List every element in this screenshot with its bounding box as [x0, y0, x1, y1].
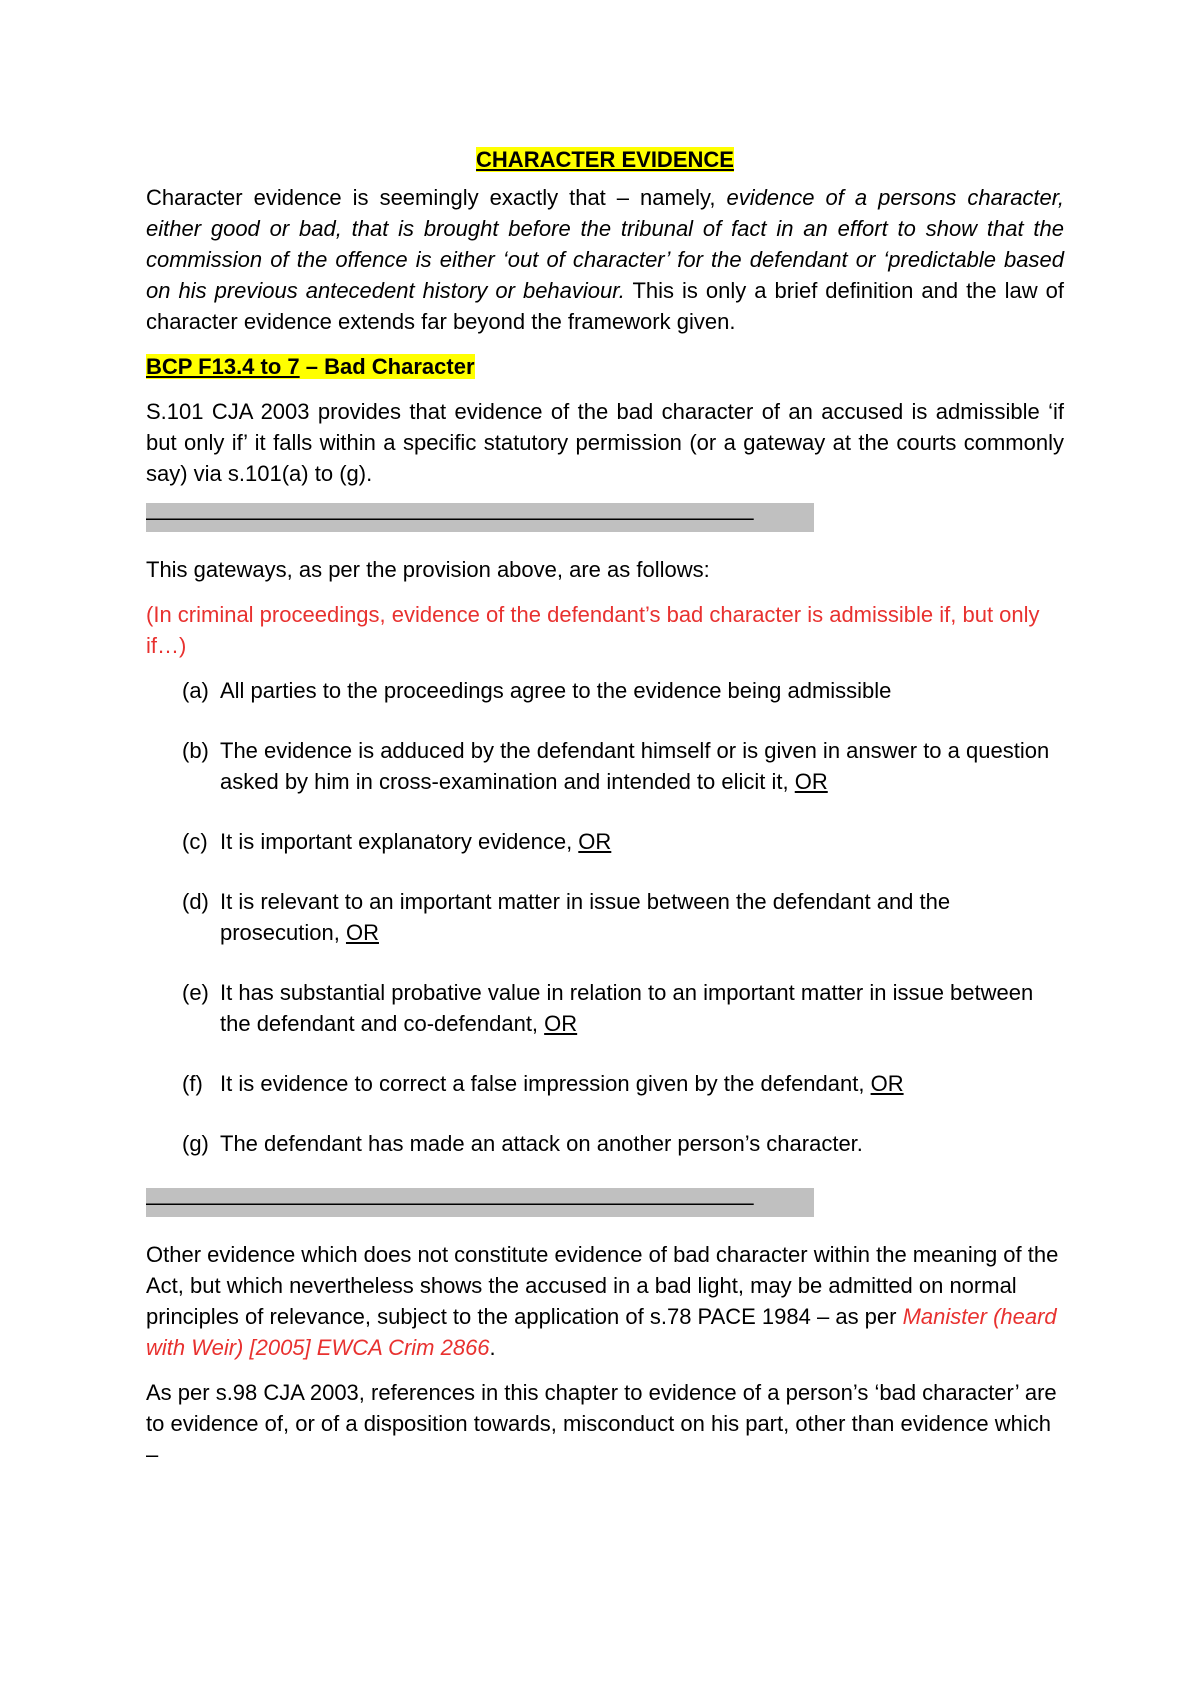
- separator-rule: ––––––––––––––––––––––––––––––––––––––––––––––––––––––: [146, 503, 814, 532]
- gateway-item-f: [182, 1068, 1064, 1099]
- gateway-text: It is evidence to correct a false impression given by the defendant,: [220, 1071, 871, 1096]
- gateway-marker: (d): [182, 889, 209, 914]
- intro-plain-end: This is only a brief definition and the law of character evidence extends far beyond the framework given.: [146, 278, 1065, 334]
- intro-plain-start: Character evidence is seemingly exactly that – namely,: [146, 185, 727, 210]
- gateway-text: It is relevant to an important matter in issue between the defendant and the prosecution,: [220, 889, 951, 945]
- gateway-text: It is important explanatory evidence,: [220, 829, 579, 854]
- case-citation: Manister (heard with Weir) [2005] EWCA Crim 2866: [146, 1304, 1057, 1360]
- s98-paragraph: As per s.98 CJA 2003, references in this chapter to evidence of a person’s ‘bad character’ are to evidence of, or of a disposition towards, misconduct on his part, other than evidence which –: [146, 1380, 1057, 1467]
- section-heading-rest: – Bad Character: [299, 354, 475, 379]
- gateway-marker: (e): [182, 980, 209, 1005]
- gateway-item-c: [182, 826, 1064, 857]
- gateway-item-g: [182, 1128, 1064, 1159]
- separator-rule: ––––––––––––––––––––––––––––––––––––––––––––––––––––––: [146, 1188, 814, 1217]
- gateway-text: The defendant has made an attack on another person’s character.: [220, 1131, 863, 1156]
- document-body: [146, 138, 1064, 1470]
- section-heading-highlight: [146, 354, 475, 379]
- intro-italic-definition: evidence of a persons character, either good or bad, that is brought before the tribunal of fact in an effort to show that the commission of the offence is either ‘out of character’ for the defendant or ‘predictable based on his previous antecedent history or behaviour.: [146, 185, 1064, 303]
- gateway-marker: (c): [182, 829, 208, 854]
- separator-1: [146, 503, 1064, 540]
- gateway-or: OR: [794, 769, 828, 794]
- gateway-marker: (f): [182, 1071, 203, 1096]
- gateway-list: [146, 675, 1064, 1159]
- separator-2: [146, 1188, 1064, 1225]
- gateway-marker: (a): [182, 678, 209, 703]
- section-heading: [146, 351, 1064, 382]
- gateway-or: OR: [345, 920, 379, 945]
- title-highlight: CHARACTER EVIDENCE: [476, 147, 734, 172]
- gateway-text: All parties to the proceedings agree to the evidence being admissible: [220, 678, 892, 703]
- intro-paragraph: [146, 182, 1064, 337]
- section-heading-ref: BCP F13.4 to 7: [146, 354, 300, 379]
- other-evidence-paragraph: [146, 1239, 1064, 1363]
- gateway-or: OR: [578, 829, 612, 854]
- page-title: [146, 138, 1064, 182]
- gateway-item-e: [182, 977, 1064, 1039]
- gateway-marker: (b): [182, 738, 209, 763]
- gateway-item-a: [182, 675, 1064, 706]
- gateway-marker: (g): [182, 1131, 209, 1156]
- other-evidence-text: Other evidence which does not constitute evidence of bad character within the meaning of the Act, but which nevertheless shows the accused in a bad light, may be admitted on normal principles of relevance, subject to the application of s.78 PACE 1984 – as per: [146, 1242, 1059, 1329]
- gateway-or: OR: [544, 1011, 578, 1036]
- gateway-item-d: [182, 886, 1064, 948]
- statute-quote: (In criminal proceedings, evidence of the defendant’s bad character is admissible if, but only if…): [146, 602, 1040, 658]
- gateway-item-b: [182, 735, 1064, 797]
- gateways-intro: This gateways, as per the provision above, are as follows:: [146, 557, 710, 582]
- other-evidence-end: .: [489, 1335, 496, 1360]
- gateway-text: The evidence is adduced by the defendant himself or is given in answer to a question asked by him in cross-examination and intended to elicit it,: [220, 738, 1050, 794]
- s101-paragraph: S.101 CJA 2003 provides that evidence of the bad character of an accused is admissible ‘if but only if’ it falls within a specific statutory permission (or a gateway at the courts commonly say) via s.101(a) to (g).: [146, 399, 1064, 486]
- gateway-text: It has substantial probative value in relation to an important matter in issue between the defendant and co-defendant,: [220, 980, 1034, 1036]
- gateway-or: OR: [870, 1071, 904, 1096]
